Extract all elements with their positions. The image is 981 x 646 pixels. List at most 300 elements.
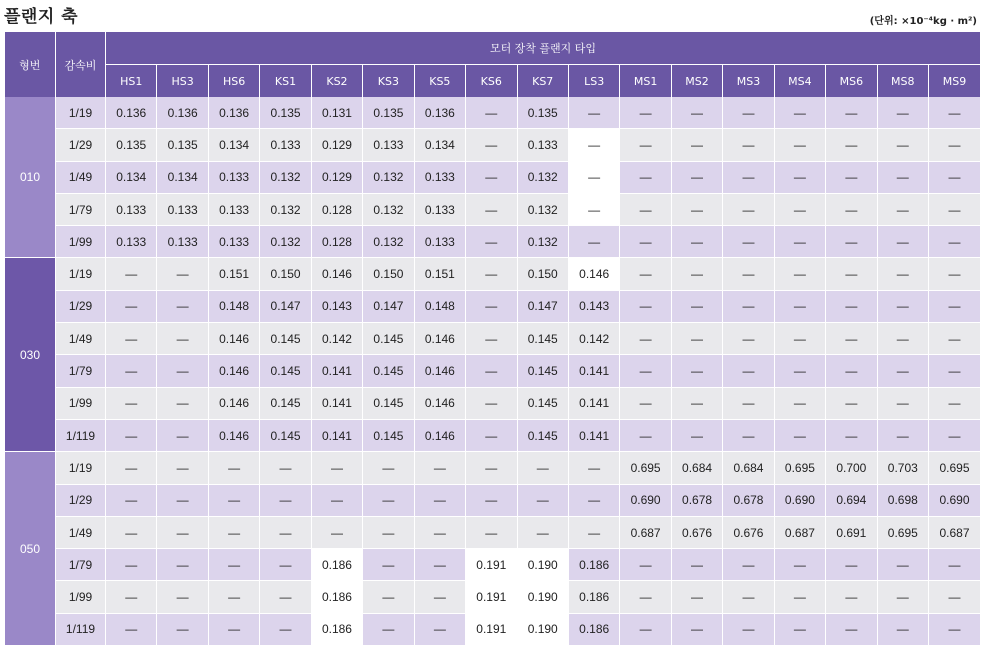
value-cell: —	[826, 387, 877, 419]
value-cell: —	[877, 581, 928, 613]
value-cell: 0.690	[620, 484, 671, 516]
value-cell: 0.133	[208, 193, 259, 225]
value-cell: —	[466, 323, 517, 355]
value-cell: 0.700	[826, 452, 877, 484]
value-cell: —	[723, 161, 774, 193]
value-cell: —	[671, 613, 722, 645]
value-cell: 0.678	[723, 484, 774, 516]
value-cell: —	[414, 613, 465, 645]
value-cell: 0.133	[260, 129, 311, 161]
value-cell: 0.133	[106, 193, 157, 225]
value-cell: 0.151	[414, 258, 465, 290]
value-cell: —	[106, 549, 157, 581]
value-cell: —	[157, 613, 208, 645]
value-cell: —	[877, 419, 928, 451]
value-cell: —	[466, 193, 517, 225]
value-cell: 0.133	[517, 129, 568, 161]
value-cell: 0.133	[414, 193, 465, 225]
table-row	[5, 419, 981, 451]
value-cell: —	[929, 323, 981, 355]
table-row	[5, 452, 981, 484]
table-row	[5, 484, 981, 516]
value-cell: 0.141	[568, 387, 619, 419]
value-cell: —	[466, 258, 517, 290]
value-cell: 0.134	[106, 161, 157, 193]
ratio-cell: 1/49	[56, 516, 106, 548]
value-cell: 0.133	[208, 226, 259, 258]
column-header: MS1	[620, 65, 671, 98]
value-cell: 0.190	[517, 581, 568, 613]
value-cell: —	[774, 581, 825, 613]
column-header: KS7	[517, 65, 568, 98]
value-cell: —	[877, 161, 928, 193]
value-cell: 0.145	[363, 355, 414, 387]
value-cell: —	[106, 419, 157, 451]
table-row	[5, 290, 981, 322]
value-cell: —	[106, 484, 157, 516]
value-cell: 0.132	[363, 193, 414, 225]
value-cell: —	[671, 129, 722, 161]
value-cell: —	[723, 613, 774, 645]
value-cell: 0.147	[260, 290, 311, 322]
value-cell: —	[826, 419, 877, 451]
value-cell: 0.145	[260, 323, 311, 355]
value-cell: —	[620, 97, 671, 129]
value-cell: —	[774, 355, 825, 387]
value-cell: 0.687	[620, 516, 671, 548]
value-cell: —	[414, 516, 465, 548]
value-cell: —	[723, 323, 774, 355]
value-cell: —	[671, 355, 722, 387]
value-cell: —	[311, 452, 362, 484]
value-cell: 0.146	[311, 258, 362, 290]
value-cell: —	[774, 290, 825, 322]
table-row	[5, 549, 981, 581]
value-cell: 0.695	[774, 452, 825, 484]
value-cell: —	[774, 613, 825, 645]
value-cell: 0.134	[414, 129, 465, 161]
model-group-010: 010	[5, 97, 56, 258]
value-cell: 0.135	[260, 97, 311, 129]
value-cell: —	[157, 258, 208, 290]
value-cell: 0.135	[157, 129, 208, 161]
value-cell: 0.147	[517, 290, 568, 322]
value-cell: 0.145	[260, 387, 311, 419]
value-cell: 0.142	[311, 323, 362, 355]
column-header: HS6	[208, 65, 259, 98]
value-cell: —	[414, 484, 465, 516]
value-cell: —	[671, 323, 722, 355]
table-row	[5, 581, 981, 613]
value-cell: —	[671, 549, 722, 581]
value-cell: 0.150	[363, 258, 414, 290]
value-cell: —	[826, 290, 877, 322]
value-cell: —	[620, 226, 671, 258]
value-cell: —	[208, 452, 259, 484]
value-cell: 0.131	[311, 97, 362, 129]
value-cell: —	[106, 290, 157, 322]
ratio-cell: 1/79	[56, 193, 106, 225]
column-header: KS5	[414, 65, 465, 98]
value-cell: —	[929, 226, 981, 258]
value-cell: —	[723, 129, 774, 161]
value-cell: —	[929, 97, 981, 129]
value-cell: —	[363, 613, 414, 645]
value-cell: —	[774, 161, 825, 193]
value-cell: —	[620, 419, 671, 451]
value-cell: 0.134	[208, 129, 259, 161]
value-cell: —	[106, 323, 157, 355]
value-cell: —	[568, 484, 619, 516]
value-cell: —	[620, 581, 671, 613]
value-cell: —	[723, 549, 774, 581]
value-cell: —	[671, 226, 722, 258]
value-cell: —	[568, 516, 619, 548]
value-cell: —	[260, 484, 311, 516]
column-header: MS2	[671, 65, 722, 98]
value-cell: —	[466, 516, 517, 548]
value-cell: —	[620, 387, 671, 419]
value-cell: —	[568, 161, 619, 193]
value-cell: —	[106, 355, 157, 387]
value-cell: —	[414, 452, 465, 484]
value-cell: —	[620, 355, 671, 387]
value-cell: —	[106, 452, 157, 484]
header-model: 형번	[5, 32, 56, 97]
value-cell: —	[671, 387, 722, 419]
value-cell: —	[466, 387, 517, 419]
value-cell: —	[826, 161, 877, 193]
value-cell: 0.186	[568, 549, 619, 581]
value-cell: 0.691	[826, 516, 877, 548]
value-cell: 0.133	[157, 226, 208, 258]
column-header: MS4	[774, 65, 825, 98]
value-cell: —	[260, 613, 311, 645]
value-cell: 0.132	[363, 161, 414, 193]
ratio-cell: 1/19	[56, 452, 106, 484]
value-cell: 0.142	[568, 323, 619, 355]
value-cell: 0.132	[363, 226, 414, 258]
table-row	[5, 226, 981, 258]
value-cell: —	[208, 516, 259, 548]
value-cell: 0.145	[260, 355, 311, 387]
value-cell: 0.136	[157, 97, 208, 129]
value-cell: —	[671, 193, 722, 225]
value-cell: —	[568, 226, 619, 258]
table-row	[5, 387, 981, 419]
ratio-cell: 1/29	[56, 129, 106, 161]
value-cell: —	[877, 97, 928, 129]
value-cell: —	[723, 581, 774, 613]
value-cell: —	[620, 129, 671, 161]
page-title: 플랜지 축	[4, 7, 79, 27]
value-cell: —	[620, 323, 671, 355]
inertia-table	[4, 32, 980, 646]
model-group-030: 030	[5, 258, 56, 452]
value-cell: —	[517, 484, 568, 516]
value-cell: 0.146	[414, 419, 465, 451]
ratio-cell: 1/119	[56, 419, 106, 451]
table-row	[5, 516, 981, 548]
value-cell: —	[671, 290, 722, 322]
value-cell: —	[157, 323, 208, 355]
column-header: MS6	[826, 65, 877, 98]
value-cell: 0.141	[311, 419, 362, 451]
value-cell: —	[466, 226, 517, 258]
value-cell: —	[774, 226, 825, 258]
value-cell: 0.145	[517, 419, 568, 451]
ratio-cell: 1/99	[56, 387, 106, 419]
value-cell: 0.695	[929, 452, 981, 484]
value-cell: —	[568, 97, 619, 129]
value-cell: 0.136	[106, 97, 157, 129]
value-cell: 0.146	[568, 258, 619, 290]
value-cell: 0.695	[620, 452, 671, 484]
value-cell: 0.135	[363, 97, 414, 129]
value-cell: 0.136	[414, 97, 465, 129]
value-cell: 0.145	[260, 419, 311, 451]
value-cell: —	[363, 484, 414, 516]
ratio-cell: 1/49	[56, 323, 106, 355]
value-cell: 0.141	[568, 355, 619, 387]
value-cell: —	[106, 258, 157, 290]
value-cell: —	[877, 193, 928, 225]
value-cell: 0.133	[106, 226, 157, 258]
value-cell: —	[620, 193, 671, 225]
value-cell: —	[877, 549, 928, 581]
table-row	[5, 355, 981, 387]
value-cell: —	[466, 129, 517, 161]
value-cell: 0.190	[517, 549, 568, 581]
value-cell: 0.145	[363, 419, 414, 451]
value-cell: 0.129	[311, 161, 362, 193]
value-cell: —	[671, 419, 722, 451]
value-cell: —	[671, 258, 722, 290]
value-cell: —	[929, 258, 981, 290]
value-cell: 0.132	[260, 161, 311, 193]
value-cell: —	[723, 419, 774, 451]
value-cell: —	[877, 258, 928, 290]
value-cell: —	[929, 419, 981, 451]
value-cell: —	[363, 549, 414, 581]
value-cell: 0.141	[311, 387, 362, 419]
value-cell: —	[414, 549, 465, 581]
value-cell: 0.132	[517, 161, 568, 193]
value-cell: —	[723, 258, 774, 290]
value-cell: —	[157, 581, 208, 613]
value-cell: —	[723, 355, 774, 387]
column-header: HS1	[106, 65, 157, 98]
ratio-cell: 1/79	[56, 355, 106, 387]
value-cell: 0.132	[260, 193, 311, 225]
value-cell: 0.146	[414, 387, 465, 419]
ratio-cell: 1/29	[56, 290, 106, 322]
value-cell: —	[774, 97, 825, 129]
value-cell: 0.134	[157, 161, 208, 193]
column-header: LS3	[568, 65, 619, 98]
value-cell: 0.146	[208, 355, 259, 387]
value-cell: 0.145	[517, 387, 568, 419]
ratio-cell: 1/119	[56, 613, 106, 645]
value-cell: —	[466, 484, 517, 516]
value-cell: —	[774, 129, 825, 161]
value-cell: 0.146	[208, 419, 259, 451]
column-header: MS9	[929, 65, 981, 98]
value-cell: —	[877, 387, 928, 419]
value-cell: —	[774, 419, 825, 451]
value-cell: 0.186	[311, 549, 362, 581]
value-cell: —	[363, 581, 414, 613]
value-cell: —	[466, 452, 517, 484]
value-cell: —	[929, 290, 981, 322]
value-cell: 0.186	[568, 613, 619, 645]
value-cell: 0.143	[311, 290, 362, 322]
value-cell: 0.703	[877, 452, 928, 484]
value-cell: —	[260, 516, 311, 548]
column-header: MS8	[877, 65, 928, 98]
column-header: MS3	[723, 65, 774, 98]
value-cell: —	[774, 258, 825, 290]
value-cell: —	[826, 193, 877, 225]
value-cell: —	[517, 516, 568, 548]
value-cell: 0.684	[671, 452, 722, 484]
value-cell: —	[671, 581, 722, 613]
value-cell: 0.151	[208, 258, 259, 290]
value-cell: —	[157, 355, 208, 387]
value-cell: —	[517, 452, 568, 484]
column-header: HS3	[157, 65, 208, 98]
value-cell: 0.186	[568, 581, 619, 613]
value-cell: —	[723, 97, 774, 129]
value-cell: 0.186	[311, 581, 362, 613]
value-cell: —	[929, 161, 981, 193]
table-row	[5, 258, 981, 290]
value-cell: —	[620, 258, 671, 290]
value-cell: —	[774, 193, 825, 225]
value-cell: —	[826, 226, 877, 258]
value-cell: 0.191	[466, 613, 517, 645]
value-cell: 0.145	[517, 355, 568, 387]
header-ratio: 감속비	[56, 32, 106, 97]
value-cell: 0.135	[517, 97, 568, 129]
value-cell: —	[106, 581, 157, 613]
value-cell: 0.145	[517, 323, 568, 355]
value-cell: —	[826, 549, 877, 581]
value-cell: —	[106, 387, 157, 419]
value-cell: —	[620, 290, 671, 322]
value-cell: —	[826, 129, 877, 161]
value-cell: 0.676	[671, 516, 722, 548]
value-cell: —	[826, 97, 877, 129]
value-cell: —	[466, 419, 517, 451]
value-cell: —	[826, 613, 877, 645]
value-cell: 0.133	[414, 161, 465, 193]
value-cell: 0.145	[363, 323, 414, 355]
value-cell: 0.146	[208, 387, 259, 419]
value-cell: —	[826, 355, 877, 387]
value-cell: 0.148	[414, 290, 465, 322]
ratio-cell: 1/29	[56, 484, 106, 516]
ratio-cell: 1/49	[56, 161, 106, 193]
value-cell: —	[774, 323, 825, 355]
value-cell: —	[466, 161, 517, 193]
value-cell: —	[208, 549, 259, 581]
value-cell: 0.694	[826, 484, 877, 516]
value-cell: 0.147	[363, 290, 414, 322]
value-cell: 0.190	[517, 613, 568, 645]
value-cell: 0.141	[568, 419, 619, 451]
column-header: KS3	[363, 65, 414, 98]
value-cell: 0.128	[311, 226, 362, 258]
ratio-cell: 1/99	[56, 226, 106, 258]
value-cell: —	[311, 516, 362, 548]
value-cell: —	[929, 129, 981, 161]
value-cell: —	[877, 355, 928, 387]
value-cell: —	[826, 581, 877, 613]
value-cell: —	[826, 258, 877, 290]
column-header: KS2	[311, 65, 362, 98]
value-cell: —	[929, 387, 981, 419]
value-cell: —	[723, 226, 774, 258]
value-cell: 0.146	[414, 323, 465, 355]
ratio-cell: 1/99	[56, 581, 106, 613]
value-cell: —	[466, 290, 517, 322]
ratio-cell: 1/19	[56, 97, 106, 129]
value-cell: 0.687	[929, 516, 981, 548]
table-row	[5, 129, 981, 161]
table-row	[5, 161, 981, 193]
value-cell: —	[929, 613, 981, 645]
table-row	[5, 193, 981, 225]
value-cell: —	[106, 516, 157, 548]
column-header: KS6	[466, 65, 517, 98]
value-cell: —	[929, 581, 981, 613]
value-cell: —	[774, 387, 825, 419]
value-cell: —	[260, 549, 311, 581]
value-cell: 0.191	[466, 549, 517, 581]
value-cell: 0.128	[311, 193, 362, 225]
value-cell: —	[671, 97, 722, 129]
value-cell: 0.146	[208, 323, 259, 355]
value-cell: —	[929, 193, 981, 225]
value-cell: 0.145	[363, 387, 414, 419]
table-row	[5, 97, 981, 129]
value-cell: —	[260, 452, 311, 484]
value-cell: —	[620, 161, 671, 193]
value-cell: —	[671, 161, 722, 193]
value-cell: 0.678	[671, 484, 722, 516]
value-cell: —	[260, 581, 311, 613]
value-cell: 0.676	[723, 516, 774, 548]
value-cell: 0.133	[414, 226, 465, 258]
value-cell: 0.129	[311, 129, 362, 161]
value-cell: —	[877, 129, 928, 161]
value-cell: —	[208, 484, 259, 516]
value-cell: —	[363, 452, 414, 484]
column-header: KS1	[260, 65, 311, 98]
value-cell: —	[568, 129, 619, 161]
ratio-cell: 1/79	[56, 549, 106, 581]
value-cell: 0.132	[260, 226, 311, 258]
value-cell: —	[620, 613, 671, 645]
value-cell: 0.132	[517, 226, 568, 258]
value-cell: 0.186	[311, 613, 362, 645]
value-cell: —	[877, 613, 928, 645]
value-cell: —	[568, 193, 619, 225]
value-cell: 0.136	[208, 97, 259, 129]
value-cell: —	[106, 613, 157, 645]
value-cell: 0.146	[414, 355, 465, 387]
